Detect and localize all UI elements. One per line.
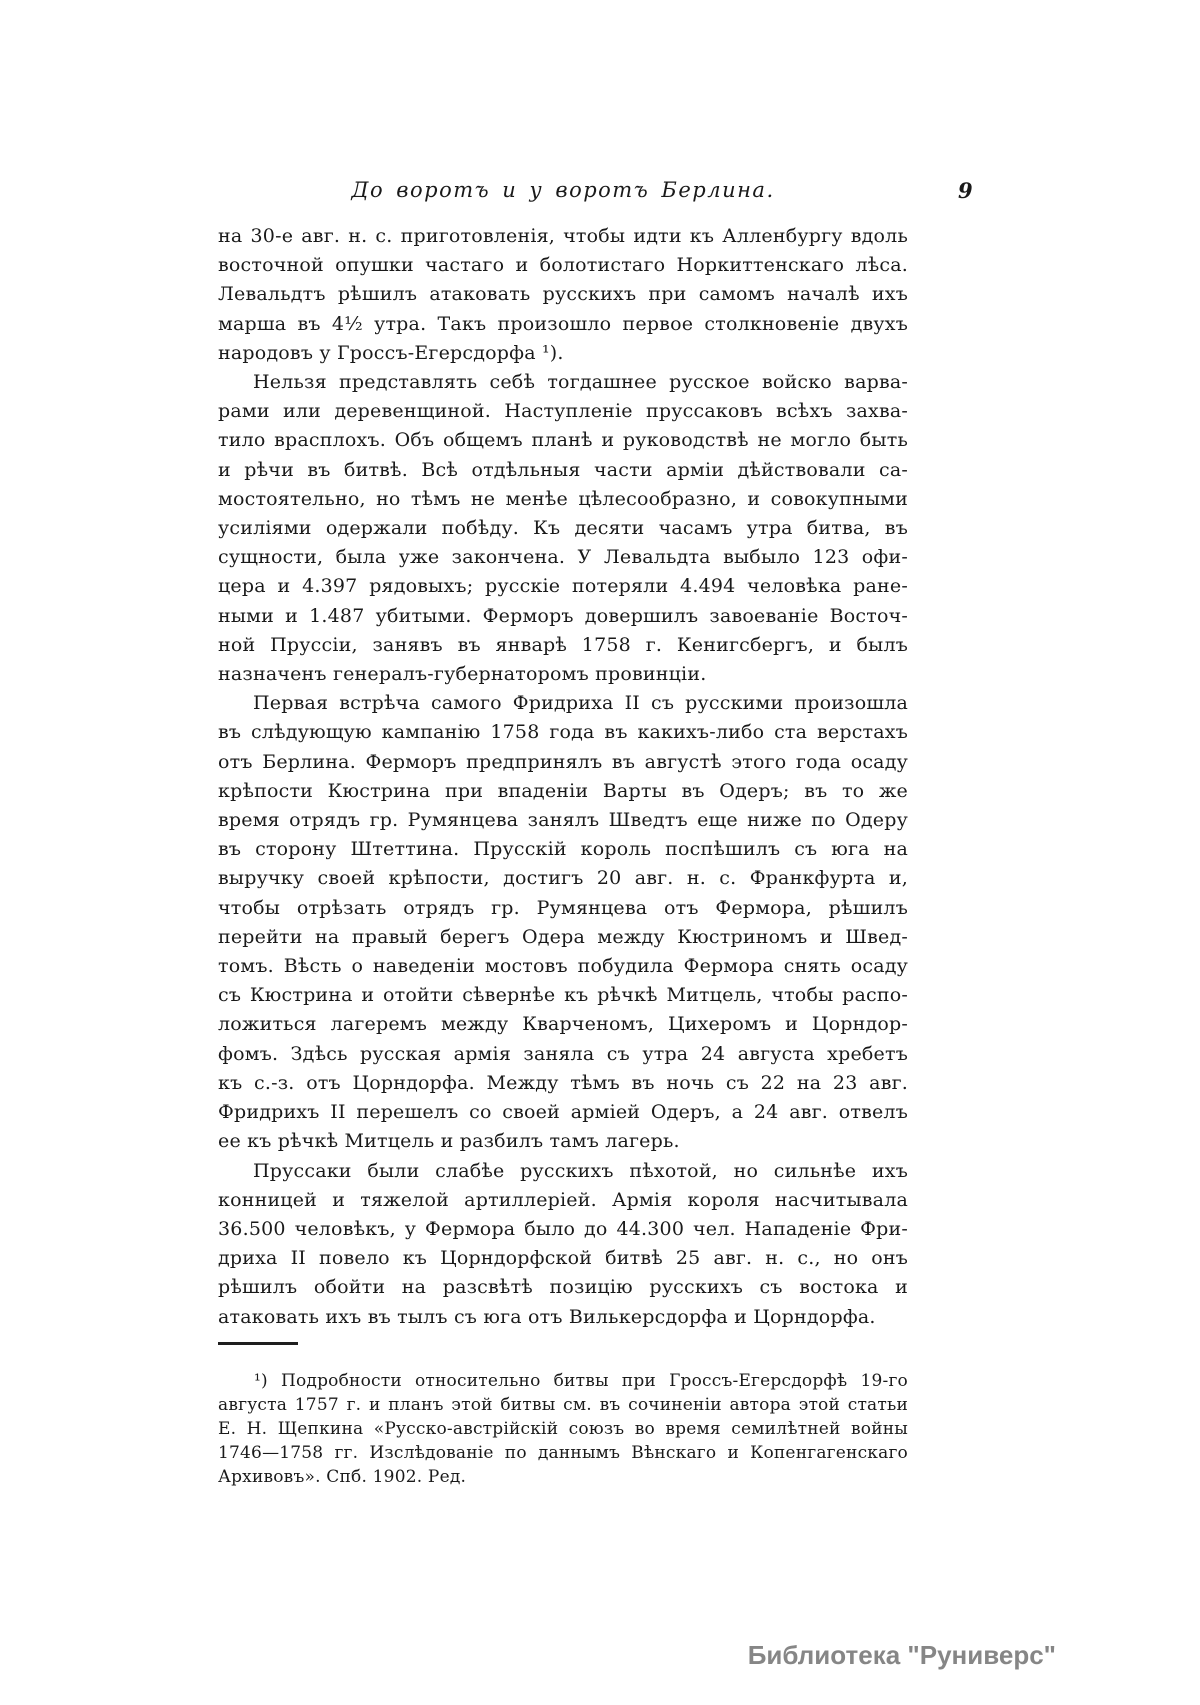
text-line: Пруссаки были слабѣе русскихъ пѣхотой, но сильнѣе ихъ — [253, 1159, 908, 1182]
paragraph — [218, 368, 908, 689]
text-line: восточной опушки частаго и болотистаго Норкиттенскаго лѣса. — [218, 254, 908, 277]
text-line: марша въ 4½ утра. Такъ произошло первое столкновеніе двухъ — [218, 312, 908, 335]
text-line: съ Кюстрина и отойти сѣвернѣе къ рѣчкѣ Митцель, чтобы распо- — [218, 984, 908, 1007]
footnote-line: августа 1757 г. и планъ этой битвы см. въ сочиненіи автора этой статьи — [218, 1395, 908, 1415]
text-line: въ сторону Штеттина. Прусскій король поспѣшилъ съ юга на — [218, 838, 908, 861]
text-line: дриха II повело къ Цорндорфской битвѣ 25 авг. н. с., но онъ — [218, 1247, 908, 1270]
text-block — [218, 176, 973, 1332]
text-line: ной Пруссіи, занявъ въ январѣ 1758 г. Кенигсбергъ, и былъ — [218, 633, 908, 656]
footnote-line: Е. Н. Щепкина «Русско-австрійскій союзъ во время семилѣтней войны — [218, 1419, 908, 1439]
text-line: перейти на правый берегъ Одера между Кюстриномъ и Швед- — [218, 925, 908, 948]
text-line: 36.500 человѣкъ, у Фермора было до 44.300 чел. Нападеніе Фри- — [218, 1217, 908, 1240]
footnote-line: Архивовъ». Спб. 1902. Ред. — [218, 1467, 467, 1487]
paragraph — [218, 1157, 908, 1332]
text-line: на 30-е авг. н. с. приготовленія, чтобы идти къ Алленбургу вдоль — [218, 225, 908, 247]
footnote — [218, 1342, 908, 1489]
text-line: Нельзя представлять себѣ тогдашнее русское войско варва- — [253, 371, 908, 394]
text-line: чтобы отрѣзать отрядъ гр. Румянцева отъ Фермора, рѣшилъ — [218, 896, 908, 919]
text-line: Первая встрѣча самого Фридриха II съ русскими произошла — [253, 692, 908, 715]
running-header — [218, 176, 973, 222]
text-line: сущности, была уже закончена. У Левальдта выбыло 123 офи- — [218, 546, 908, 569]
text-line: мостоятельно, но тѣмъ не менѣе цѣлесообразно, и совокупными — [218, 487, 908, 510]
text-line: тило врасплохъ. Объ общемъ планѣ и руководствѣ не могло быть — [218, 429, 908, 452]
text-line: назначенъ генералъ-губернаторомъ провинціи. — [218, 663, 707, 686]
library-watermark: Библиотека "Руниверс" — [747, 1640, 1056, 1670]
text-line: цера и 4.397 рядовыхъ; русскіе потеряли 4.494 человѣка ране- — [218, 575, 908, 598]
text-line: народовъ у Гроссъ-Егерсдорфа ¹). — [218, 341, 564, 364]
footnote-separator-rule — [218, 1342, 298, 1345]
footnote-line: ¹) Подробности относительно битвы при Гроссъ-Егерсдорфѣ 19-го — [254, 1371, 908, 1391]
body-paragraphs — [218, 222, 908, 1332]
text-line: ложиться лагеремъ между Кварченомъ, Цихеромъ и Цорндор- — [218, 1013, 908, 1036]
footnote-line: 1746—1758 гг. Изслѣдованіе по даннымъ Вѣнскаго и Копенгагенскаго — [218, 1443, 908, 1463]
text-line: крѣпости Кюстрина при впаденіи Варты въ Одеръ; въ то же — [218, 779, 908, 802]
text-line: конницей и тяжелой артиллеріей. Армія короля насчитывала — [218, 1188, 908, 1211]
running-title: До воротъ и у воротъ Берлина. — [351, 178, 775, 202]
text-line: Левальдтъ рѣшилъ атаковать русскихъ при самомъ началѣ ихъ — [218, 283, 908, 306]
paragraph — [218, 222, 908, 368]
text-line: отъ Берлина. Ферморъ предпринялъ въ августѣ этого года осаду — [218, 750, 908, 773]
text-line: фомъ. Здѣсь русская армія заняла съ утра 24 августа хребетъ — [218, 1042, 908, 1065]
text-line: усиліями одержали побѣду. Къ десяти часамъ утра битва, въ — [218, 517, 908, 540]
paragraph — [218, 689, 908, 1156]
text-line: томъ. Вѣсть о наведеніи мостовъ побудила Фермора снять осаду — [218, 955, 908, 978]
text-line: Фридрихъ II перешелъ со своей арміей Одеръ, а 24 авг. отвелъ — [218, 1101, 908, 1124]
text-line: рами или деревенщиной. Наступленіе пруссаковъ всѣхъ захва- — [218, 400, 908, 423]
text-line: ее къ рѣчкѣ Митцель и разбилъ тамъ лагерь. — [218, 1130, 680, 1153]
text-line: выручку своей крѣпости, достигъ 20 авг. н. с. Франкфурта и, — [218, 867, 908, 890]
text-line: въ слѣдующую кампанію 1758 года въ какихъ-либо ста верстахъ — [218, 721, 908, 744]
text-line: и рѣчи въ битвѣ. Всѣ отдѣльныя части арміи дѣйствовали са- — [218, 458, 908, 481]
footnote-lines — [218, 1369, 908, 1489]
text-line: ными и 1.487 убитыми. Ферморъ довершилъ завоеваніе Восточ- — [218, 604, 908, 627]
text-line: къ с.-з. отъ Цорндорфа. Между тѣмъ въ ночь съ 22 на 23 авг. — [218, 1071, 908, 1094]
text-line: время отрядъ гр. Румянцева занялъ Шведтъ еще ниже по Одеру — [218, 809, 908, 832]
text-line: атаковать ихъ въ тылъ съ юга отъ Вилькерсдорфа и Цорндорфа. — [218, 1305, 876, 1328]
text-line: рѣшилъ обойти на разсвѣтѣ позицію русскихъ съ востока и — [218, 1276, 908, 1299]
page-number: 9 — [958, 178, 973, 203]
